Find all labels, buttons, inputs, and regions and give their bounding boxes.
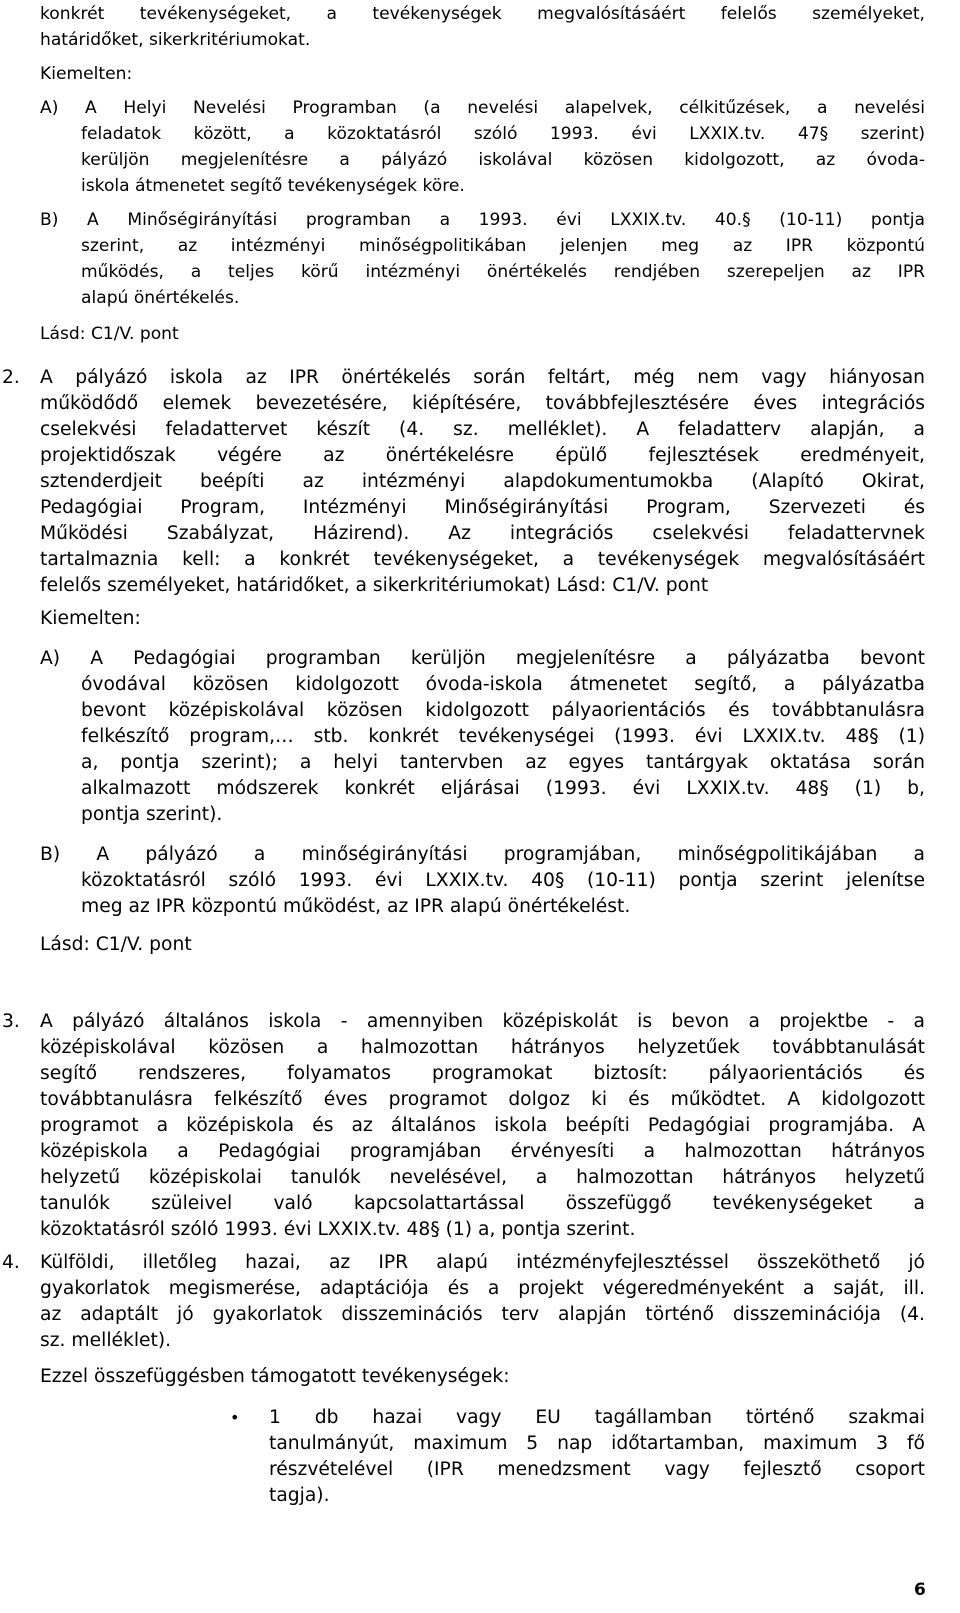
bullet1-line-3: részvételével (IPR menedzsment vagy fejlesztő csoport — [269, 1459, 925, 1480]
item3-line-4: továbbtanulásra felkészítő éves programot dolgoz ki és működtet. A kidolgozott — [40, 1089, 925, 1110]
item1-b-line-2: szerint, az intézményi minőségpolitikában jelenjen meg az IPR központú — [81, 236, 925, 256]
bullet1-line-4: tagja). — [269, 1485, 330, 1506]
item1-b-line-3: működés, a teljes körű intézményi önértékelés rendjében szerepeljen az IPR — [81, 262, 925, 282]
kiemelten-heading-1: Kiemelten: — [40, 64, 133, 84]
item1-b-line-4: alapú önértékelés. — [81, 288, 240, 308]
item2-line-2: működődő elemek bevezetésére, kiépítésére, továbbfejlesztésére éves integrációs — [40, 393, 925, 414]
item2-line-5: sztenderdjeit beépíti az intézményi alapdokumentumokba (Alapító Okirat, — [40, 471, 925, 492]
intro-line-1: konkrét tevékenységeket, a tevékenységek megvalósításáért felelős személyeket, — [40, 4, 925, 24]
item1-a-line-2: feladatok között, a közoktatásról szóló 1993. évi LXXIX.tv. 47§ szerint) — [81, 124, 925, 144]
item4-line-3: az adaptált jó gyakorlatok disszeminációs terv alapján történő disszeminációja (4. — [40, 1304, 925, 1325]
item2-line-3: cselekvési feladattervet készít (4. sz. melléklet). A feladatterv alapján, a — [40, 419, 925, 440]
item3-line-2: középiskolával közösen a halmozottan hátrányos helyzetűek továbbtanulását — [40, 1037, 925, 1058]
item2-a-line-1: A) A Pedagógiai programban kerüljön megjelenítésre a pályázatba bevont — [40, 648, 925, 669]
intro-line-2: határidőket, sikerkritériumokat. — [40, 30, 311, 50]
item2-line-4: projektidőszak végére az önértékelésre épülő fejlesztések eredményeit, — [40, 445, 925, 466]
item2-a-line-5: a, pontja szerint); a helyi tantervben az egyes tantárgyak oktatása során — [81, 752, 925, 773]
item3-line-8: tanulók szüleivel való kapcsolattartással összefüggő tevékenységeket a — [40, 1193, 925, 1214]
item1-a-line-4: iskola átmenetet segítő tevékenységek köre. — [81, 176, 465, 196]
item2-b-line-2: közoktatásról szóló 1993. évi LXXIX.tv. 40§ (10-11) pontja szerint jelenítse — [81, 870, 925, 891]
item3-line-1: A pályázó általános iskola - amennyiben középiskolát is bevon a projektbe - a — [40, 1011, 925, 1032]
item2-a-line-7: pontja szerint). — [81, 804, 223, 825]
item3-line-7: helyzetű középiskolai tanulók nevelésével, a halmozottan hátrányos helyzetű — [40, 1167, 925, 1188]
item4-number: 4. — [2, 1252, 20, 1273]
bullet-icon: • — [230, 1408, 240, 1427]
item2-a-line-4: felkészítő program,… stb. konkrét tevékenységei (1993. évi LXXIX.tv. 48§ (1) — [81, 726, 925, 747]
item3-line-6: középiskola a Pedagógiai programjában érvényesíti a halmozottan hátrányos — [40, 1141, 925, 1162]
item2-line-6: Pedagógiai Program, Intézményi Minőségirányítási Program, Szervezeti és — [40, 497, 925, 518]
item1-a-line-3: kerüljön megjelenítésre a pályázó iskolával közösen kidolgozott, az óvoda- — [81, 150, 925, 170]
lasd-reference-1: Lásd: C1/V. pont — [40, 324, 179, 344]
supported-activities-heading: Ezzel összefüggésben támogatott tevékenységek: — [40, 1366, 510, 1387]
bullet1-line-2: tanulmányút, maximum 5 nap időtartamban, maximum 3 fő — [269, 1433, 925, 1454]
item2-line-7: Működési Szabályzat, Házirend). Az integrációs cselekvési feladattervnek — [40, 523, 925, 544]
item3-line-5: programot a középiskola és az általános iskola beépíti Pedagógiai programjába. A — [40, 1115, 925, 1136]
kiemelten-heading-2: Kiemelten: — [40, 608, 141, 629]
page-number: 6 — [914, 1580, 926, 1600]
item1-a-line-1: A) A Helyi Nevelési Programban (a nevelési alapelvek, célkitűzések, a nevelési — [40, 98, 925, 118]
item2-a-line-6: alkalmazott módszerek konkrét eljárásai (1993. évi LXXIX.tv. 48§ (1) b, — [81, 778, 925, 799]
item2-line-9: felelős személyeket, határidőket, a sikerkritériumokat) Lásd: C1/V. pont — [40, 575, 709, 596]
item2-number: 2. — [2, 367, 20, 388]
item3-line-3: segítő rendszeres, folyamatos programokat biztosít: pályaorientációs és — [40, 1063, 925, 1084]
item1-b-line-1: B) A Minőségirányítási programban a 1993. évi LXXIX.tv. 40.§ (10-11) pontja — [40, 210, 925, 230]
item4-line-1: Külföldi, illetőleg hazai, az IPR alapú intézményfejlesztéssel összeköthető jó — [40, 1252, 925, 1273]
item2-b-line-3: meg az IPR központú működést, az IPR alapú önértékelést. — [81, 896, 631, 917]
item3-number: 3. — [2, 1011, 20, 1032]
bullet1-line-1: 1 db hazai vagy EU tagállamban történő szakmai — [269, 1407, 925, 1428]
lasd-reference-2: Lásd: C1/V. pont — [40, 934, 192, 955]
item2-line-8: tartalmaznia kell: a konkrét tevékenységeket, a tevékenységek megvalósításáért — [40, 549, 925, 570]
item2-line-1: A pályázó iskola az IPR önértékelés során feltárt, még nem vagy hiányosan — [40, 367, 925, 388]
item4-line-2: gyakorlatok megismerése, adaptációja és a projekt végeredményeként a saját, ill. — [40, 1278, 925, 1299]
item4-line-4: sz. melléklet). — [40, 1330, 172, 1351]
item2-a-line-3: bevont középiskolával közösen kidolgozott pályaorientációs és továbbtanulásra — [81, 700, 925, 721]
item2-b-line-1: B) A pályázó a minőségirányítási programjában, minőségpolitikájában a — [40, 844, 925, 865]
item3-line-9: közoktatásról szóló 1993. évi LXXIX.tv. 48§ (1) a, pontja szerint. — [40, 1219, 636, 1240]
item2-a-line-2: óvodával közösen kidolgozott óvoda-iskola átmenetet segítő, a pályázatba — [81, 674, 925, 695]
